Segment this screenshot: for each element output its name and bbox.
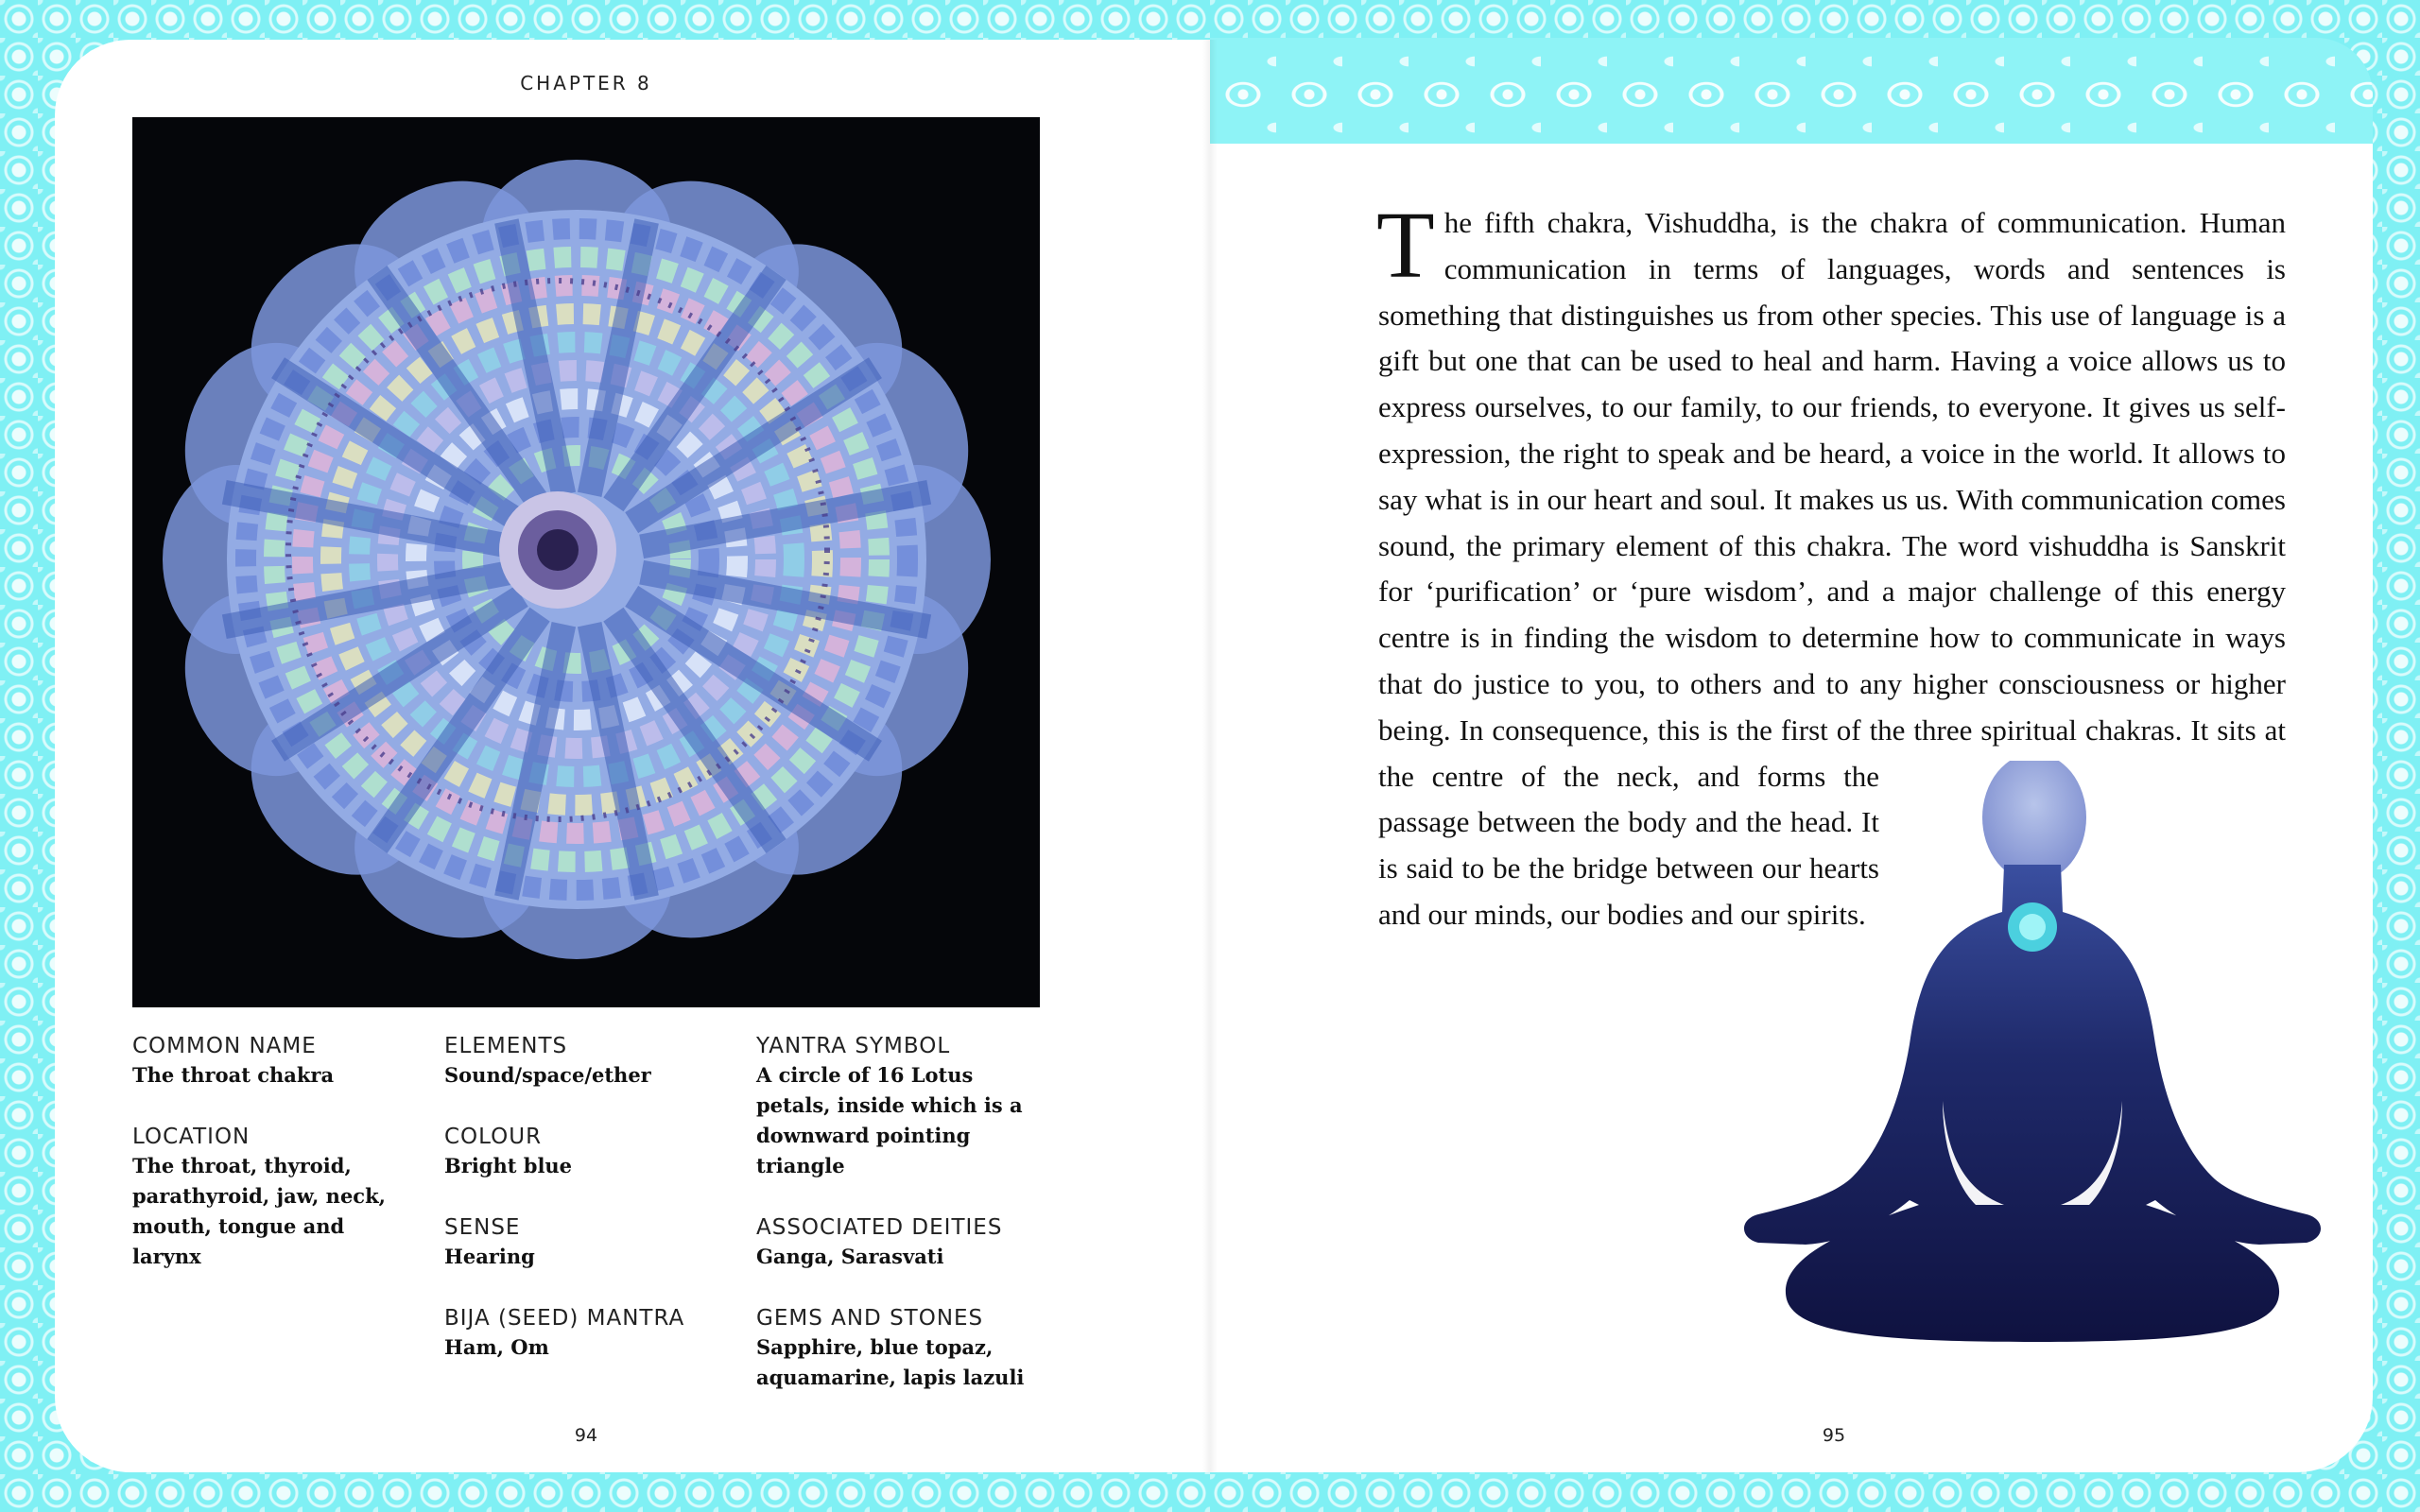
- fact-label: YANTRA SYMBOL: [756, 1034, 951, 1058]
- fact-location: [132, 1123, 416, 1272]
- fact-colour: [444, 1123, 737, 1181]
- throat-chakra-center: [2019, 914, 2046, 940]
- fact-value: Ham, Om: [444, 1335, 549, 1359]
- fact-value: The throat, thyroid, parathyroid, jaw, neck, mouth, tongue and larynx: [132, 1154, 386, 1268]
- page-number-right: 95: [1822, 1425, 1846, 1446]
- fact-gems-and-stones: [756, 1304, 1059, 1393]
- mandala-illustration: [132, 117, 1040, 1007]
- chapter-heading: CHAPTER 8: [520, 72, 652, 94]
- fact-label: GEMS AND STONES: [756, 1306, 984, 1331]
- fact-value: Hearing: [444, 1245, 535, 1268]
- fact-label: COLOUR: [444, 1125, 543, 1149]
- fact-elements: [444, 1032, 737, 1091]
- fact-yantra-symbol: [756, 1032, 1040, 1181]
- fact-associated-deities: [756, 1213, 1049, 1272]
- fact-label: ELEMENTS: [444, 1034, 568, 1058]
- meditating-figure-illustration: [1720, 761, 2344, 1347]
- fact-value: A circle of 16 Lotus petals, inside which is a downward pointing triangle: [756, 1063, 1023, 1177]
- fact-label: LOCATION: [132, 1125, 251, 1149]
- fact-value: Sound/space/ether: [444, 1063, 651, 1087]
- book-gutter: [1202, 40, 1218, 1472]
- fact-label: SENSE: [444, 1215, 521, 1240]
- throat-chakra-mandala-image: [132, 117, 1040, 1007]
- fact-bija-mantra: [444, 1304, 737, 1363]
- mandala-center-core: [537, 529, 579, 571]
- chakra-facts: [132, 1032, 1059, 1400]
- drop-cap: T: [1376, 192, 1435, 298]
- fact-value: Ganga, Sarasvati: [756, 1245, 944, 1268]
- meditating-silhouette: [1720, 761, 2344, 1347]
- page-number-left: 94: [574, 1425, 598, 1446]
- head-shape: [1982, 761, 2086, 882]
- fact-sense: [444, 1213, 737, 1272]
- fact-value: The throat chakra: [132, 1063, 335, 1087]
- fact-label: COMMON NAME: [132, 1034, 317, 1058]
- fact-value: Sapphire, blue topaz, aquamarine, lapis lazuli: [756, 1335, 1025, 1389]
- fact-label: BIJA (SEED) MANTRA: [444, 1306, 685, 1331]
- fact-label: ASSOCIATED DEITIES: [756, 1215, 1003, 1240]
- body-paragraph: he fifth chakra, Vishuddha, is the chakra of communication. Human communication in terms of languages, words and sentences is something that distinguishes us from other species. This use of language is a gift but one that can be used to heal and harm. Having a voice allows us to express ourselves, to our family, to our friends, to everyone. It gives us self-expression, the right to speak and be heard, a voice in the world. It allows to say what is in our heart and soul. It makes us us. With communication comes sound, the primary element of this chakra. The word vishuddha is Sanskrit for ‘purification’ or ‘pure wisdom’, and a major challenge of this energy centre is in finding the wisdom to determine how to communicate in ways that do justice to you, to others and to any higher consciousness or higher being. In consequence, this is the first of the three spiritual chakras. It sits at the centre of the neck, and forms the passage between the body and the head. It is said to be the bridge between our hearts and our minds, our bodies and our spirits.: [1378, 206, 2286, 931]
- fact-common-name: [132, 1032, 425, 1091]
- fact-value: Bright blue: [444, 1154, 573, 1177]
- decorative-header-band: [1210, 38, 2373, 144]
